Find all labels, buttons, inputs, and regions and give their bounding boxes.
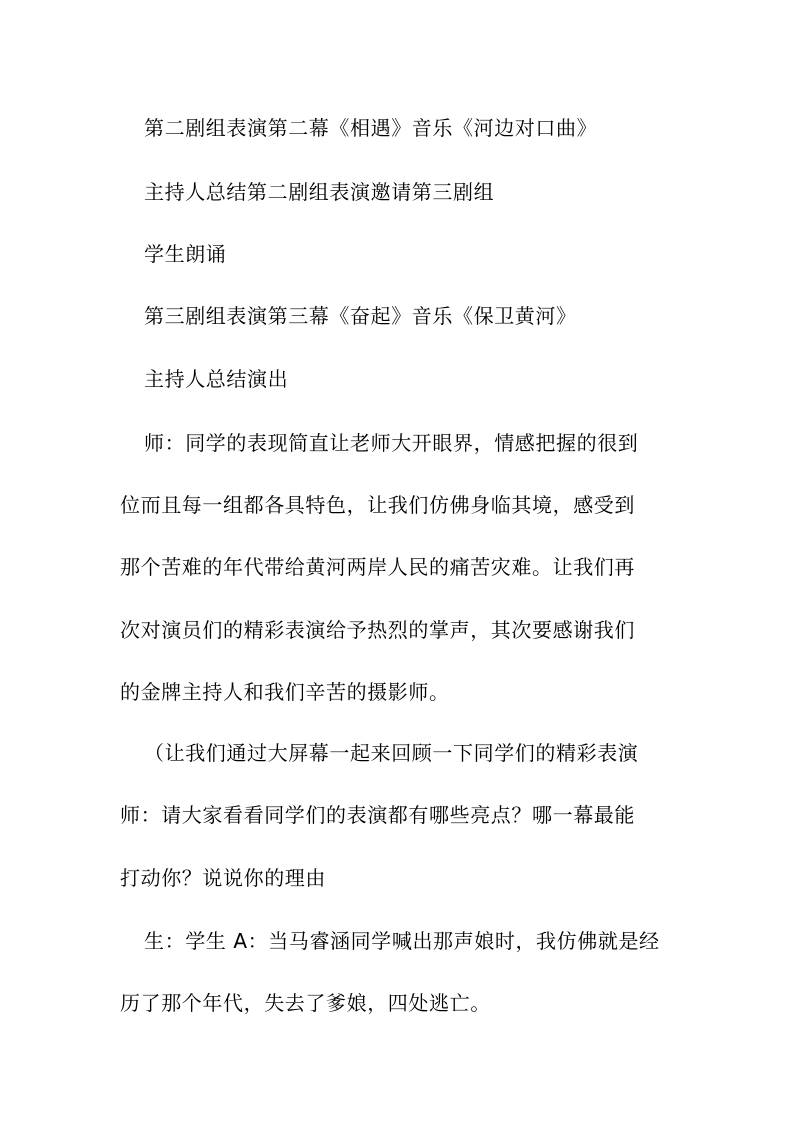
text-line: 第三剧组表演第三幕《奋起》音乐《保卫黄河》	[144, 304, 577, 328]
text-line: 学生朗诵	[144, 242, 227, 266]
text-line: （让我们通过大屏幕一起来回顾一下同学们的精彩表演	[144, 741, 639, 765]
text-line: 第二剧组表演第二幕《相遇》音乐《河边对口曲》	[144, 116, 598, 140]
text-line: 主持人总结第二剧组表演邀请第三剧组	[144, 180, 495, 204]
text-line: 师：同学的表现简直让老师大开眼界，情感把握的很到	[144, 431, 639, 455]
text-line: 历了那个年代，失去了爹娘，四处逃亡。	[120, 991, 491, 1015]
text-line: 那个苦难的年代带给黄河两岸人民的痛苦灾难。让我们再	[120, 555, 635, 579]
text-line: 打动你？说说你的理由	[120, 866, 326, 890]
text-line: 次对演员们的精彩表演给予热烈的掌声，其次要感谢我们	[120, 618, 635, 642]
text-line: 位而且每一组都各具特色，让我们仿佛身临其境，感受到	[120, 493, 635, 517]
text-line: 师：请大家看看同学们的表演都有哪些亮点？哪一幕最能	[120, 803, 635, 827]
text-line: 主持人总结演出	[144, 367, 289, 391]
text-line: 生：学生 A：当马睿涵同学喊出那声娘时，我仿佛就是经	[144, 929, 660, 953]
text-line: 的金牌主持人和我们辛苦的摄影师。	[120, 680, 450, 704]
